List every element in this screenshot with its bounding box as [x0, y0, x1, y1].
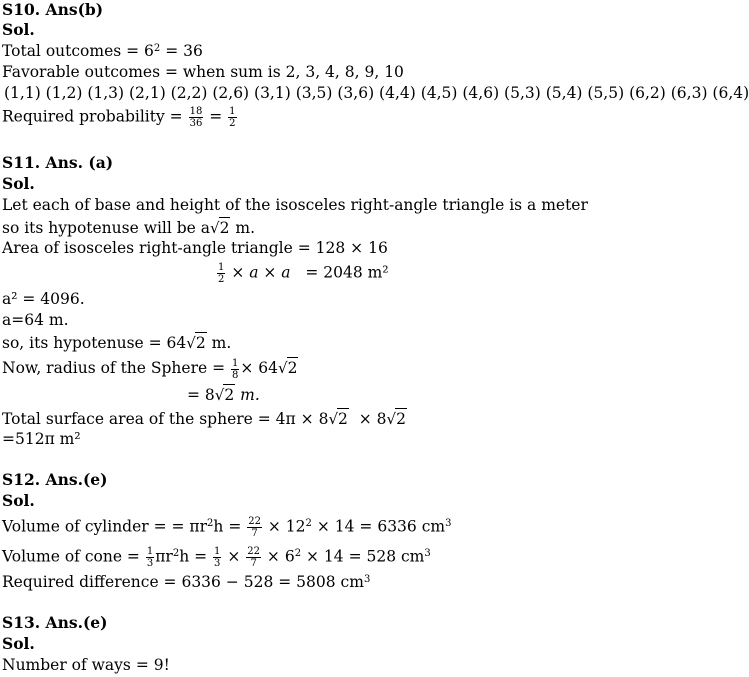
radicand: 2 [219, 219, 230, 237]
s13-sol-label: Sol. [2, 634, 35, 653]
text: m. [206, 334, 232, 352]
fraction [217, 262, 225, 285]
fraction [246, 546, 261, 569]
text: = 8 [187, 386, 215, 404]
numerator: 1 [229, 106, 236, 117]
radicand: 2 [396, 410, 406, 428]
sqrt: √ 2 [386, 410, 406, 428]
denominator: 3 [214, 558, 221, 569]
text: so, its hypotenuse = 64 [2, 334, 187, 352]
s11-line3: Area of isosceles right-angle triangle = 128 × 16 [2, 239, 388, 257]
numerator: 1 [146, 546, 154, 557]
denominator: 7 [251, 528, 258, 539]
s10-sol-label: Sol. [2, 20, 35, 39]
s10-total-outcomes [2, 41, 203, 61]
s11-line2 [2, 217, 255, 238]
exponent: 3 [363, 574, 371, 585]
expr: × a × a [231, 263, 291, 282]
sqrt: √ 2 [328, 410, 348, 428]
sqrt: √ 2 [210, 219, 230, 237]
text: Volume of cone = [2, 547, 145, 566]
text: × 8 [348, 410, 387, 428]
s11-line8 [2, 357, 298, 381]
denominator: 7 [250, 558, 257, 569]
text: so its hypotenuse will be a [2, 219, 211, 237]
text: Volume of cylinder = = πr [2, 517, 208, 536]
text: × 14 = 6336 cm [311, 517, 446, 536]
radicand: 2 [195, 334, 206, 352]
radicand: 2 [224, 386, 235, 404]
fraction [228, 106, 236, 129]
exponent: 2 [153, 43, 161, 54]
fraction [189, 106, 204, 129]
denominator: 36 [189, 118, 203, 129]
s11-sol-label: Sol. [2, 174, 35, 193]
sqrt: √ 2 [186, 334, 206, 352]
s11-line9 [187, 384, 260, 405]
numerator: 22 [248, 516, 261, 527]
text: × 14 = 528 cm [301, 547, 425, 566]
s11-line10 [2, 408, 407, 429]
numerator: 1 [218, 262, 225, 273]
numerator: 1 [232, 357, 239, 369]
numerator: 1 [214, 546, 221, 557]
numerator: 22 [247, 546, 260, 557]
denominator: 8 [232, 369, 239, 381]
fraction [247, 516, 262, 539]
numerator: 18 [189, 106, 203, 117]
text: × 12 [262, 517, 306, 536]
denominator: 2 [229, 118, 236, 129]
fraction [146, 546, 154, 569]
radicand: 2 [287, 359, 298, 377]
total-result: = 36 [160, 42, 203, 60]
s10-required-probability [2, 106, 238, 129]
text: πr [155, 547, 173, 566]
exponent: 3 [445, 518, 452, 529]
denominator: 3 [146, 558, 154, 569]
text: × [222, 547, 246, 566]
exponent: 2 [172, 548, 180, 559]
s12-cylinder-volume [2, 516, 451, 539]
s11-answer-heading: S11. Ans. (a) [2, 153, 114, 172]
text: h = [213, 517, 247, 536]
s11-line4 [216, 262, 389, 285]
s12-answer-heading: S12. Ans.(e) [2, 470, 108, 489]
sqrt: √ 2 [214, 386, 235, 404]
fraction [231, 358, 239, 381]
prob-label: Required probability = [2, 107, 188, 126]
total-text: Total outcomes = 6 [2, 42, 154, 60]
sqrt: √ 2 [278, 359, 298, 377]
text: × 6 [262, 547, 295, 566]
text: m. [230, 219, 256, 237]
text: × 64 [240, 359, 279, 377]
exponent: 2 [207, 518, 214, 529]
fraction [213, 546, 221, 569]
s12-required-difference [2, 572, 370, 592]
s12-sol-label: Sol. [2, 491, 35, 510]
s11-line1: Let each of base and height of the isosceles right-angle triangle is a meter [2, 196, 588, 214]
s10-answer-heading: S10. Ans(b) [2, 0, 104, 19]
exponent: 2 [294, 548, 302, 559]
s12-cone-volume [2, 546, 431, 569]
text: h = [179, 547, 213, 566]
text: Now, radius of the Sphere = [2, 359, 230, 377]
result: = 2048 m² [305, 263, 389, 282]
equals: = [204, 107, 228, 126]
s11-line7 [2, 332, 231, 353]
s11-line5: a² = 4096. [2, 290, 85, 308]
text: Required difference = 6336 − 528 = 5808 cm [2, 573, 364, 591]
denominator: 2 [218, 274, 225, 285]
s10-pairs-list: (1,1) (1,2) (1,3) (2,1) (2,2) (2,6) (3,1) (3,5) (3,6) (4,4) (4,5) (4,6) (5,3) (5,4) (5,5) (6,2) (6,3) (6,4) [4, 84, 749, 102]
s13-answer-heading: S13. Ans.(e) [2, 613, 108, 632]
exponent: 2 [305, 518, 312, 529]
s13-number-of-ways: Number of ways = 9! [2, 656, 170, 674]
radicand: 2 [338, 410, 348, 428]
exponent: 3 [424, 548, 431, 559]
s11-line11: =512π m² [2, 430, 81, 448]
s10-favorable-outcomes: Favorable outcomes = when sum is 2, 3, 4, 8, 9, 10 [2, 63, 404, 81]
s11-line6: a=64 m. [2, 311, 69, 329]
text: m. [235, 386, 260, 404]
text: Total surface area of the sphere = 4π × 8 [2, 410, 329, 428]
